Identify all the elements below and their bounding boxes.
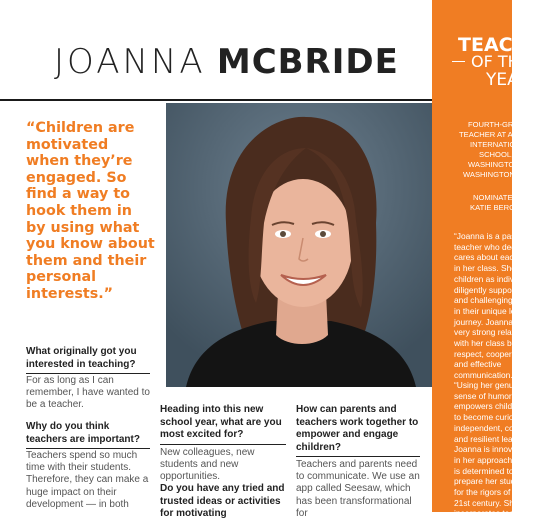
testimonial-line: children as individuals, bbox=[454, 273, 539, 284]
testimonial-line: communication.” bbox=[454, 370, 516, 381]
question-heading bbox=[296, 404, 420, 457]
question-text: How can parents and teachers work together to empower and engage children? bbox=[296, 404, 420, 457]
answer-text: Teachers and parents need to communicate. We use an app called Seesaw, which has been transformational for bbox=[296, 459, 420, 519]
sidebar-info-line: FOURTH-GRADE bbox=[468, 120, 530, 129]
testimonial-line: in her class. She sees bbox=[454, 263, 536, 274]
testimonial-line: is determined to bbox=[454, 465, 514, 476]
page-title bbox=[54, 40, 399, 82]
answer-text: New colleagues, new students and new opportunities. bbox=[160, 447, 255, 483]
sidebar-title-rule bbox=[452, 61, 465, 62]
testimonial-line: journey. Joanna has a bbox=[454, 316, 536, 327]
testimonial-line: cares about each child bbox=[454, 252, 538, 263]
question-text: Do you have any tried and trusted ideas or activities for motivating bbox=[160, 483, 285, 519]
portrait-illustration bbox=[166, 103, 432, 387]
testimonial-line: and effective bbox=[454, 359, 502, 370]
testimonial-line: “Using her genuine bbox=[454, 380, 525, 390]
question-heading bbox=[26, 421, 150, 449]
testimonial-line: very strong relationship bbox=[454, 327, 541, 338]
testimonial-line: respect, cooperation bbox=[454, 348, 530, 359]
question-text: What originally got you interested in teaching? bbox=[26, 346, 150, 374]
question-text: Heading into this new school year, what are you most excited for? bbox=[160, 404, 286, 445]
sidebar-title-line-1: TEACHER bbox=[458, 34, 556, 56]
answer-text: Teachers spend so much time with their students. Therefore, they can make a huge impact on their development — in both bbox=[26, 450, 149, 510]
sidebar-info-line: WASHINGTON, bbox=[468, 160, 523, 169]
sidebar-info-line: SCHOOL, bbox=[479, 150, 514, 159]
first-name: JOANNA bbox=[54, 42, 206, 82]
nominated-by-line: KATIE BERGER bbox=[470, 203, 526, 212]
testimonial-line: with her class built on bbox=[454, 338, 535, 348]
sidebar-title-line-3: YEAR bbox=[486, 70, 531, 90]
testimonial-line: empowers children bbox=[454, 401, 525, 412]
testimonial-line: 21st century. She bbox=[454, 497, 519, 508]
testimonial-line: Joanna is innovative bbox=[454, 444, 530, 455]
testimonial-line: prepare her students bbox=[454, 476, 532, 487]
testimonial-line: “Joanna is a passionate bbox=[454, 231, 543, 241]
question-heading bbox=[26, 346, 150, 374]
testimonial-line: and challenging them bbox=[454, 295, 534, 306]
teacher-of-the-year-sidebar bbox=[432, 0, 556, 519]
testimonial-line: incorporates technology bbox=[454, 508, 543, 519]
portrait-photo bbox=[166, 103, 432, 387]
testimonial-line: in her approach and bbox=[454, 454, 529, 465]
testimonial-line: teacher who deeply bbox=[454, 241, 527, 252]
sidebar-info-line: WASHINGTON, D.C. bbox=[463, 170, 535, 179]
nominated-by-line: NOMINATED BY bbox=[473, 193, 531, 202]
testimonial-line: for the rigors of the bbox=[454, 487, 525, 497]
sidebar-info-line: TEACHER AT ACES bbox=[459, 130, 529, 139]
sidebar-title-line-2: OF THE bbox=[471, 52, 530, 71]
testimonial-line: to become curious, bbox=[454, 412, 525, 423]
testimonial-line: diligently supporting bbox=[454, 284, 529, 295]
testimonial-line: and resilient learners. bbox=[454, 433, 535, 444]
testimonial-line: sense of humor, she bbox=[454, 390, 530, 401]
last-name: MCBRIDE bbox=[216, 42, 399, 82]
question-heading bbox=[160, 483, 286, 521]
testimonial-line: independent, confident bbox=[454, 422, 539, 433]
title-divider bbox=[0, 99, 432, 101]
testimonial-line: in their unique learning bbox=[454, 305, 539, 316]
sidebar-info-line: INTERNATIONAL bbox=[470, 140, 531, 149]
question-text: Why do you think teachers are important? bbox=[26, 421, 150, 449]
answer-text: For as long as I can remember, I have wanted to be a teacher. bbox=[26, 375, 150, 411]
pull-quote: “Children are motivated when they’re engaged. So find a way to hook them in by using what you know about them and their personal interests.” bbox=[26, 120, 155, 302]
question-heading bbox=[160, 404, 286, 445]
